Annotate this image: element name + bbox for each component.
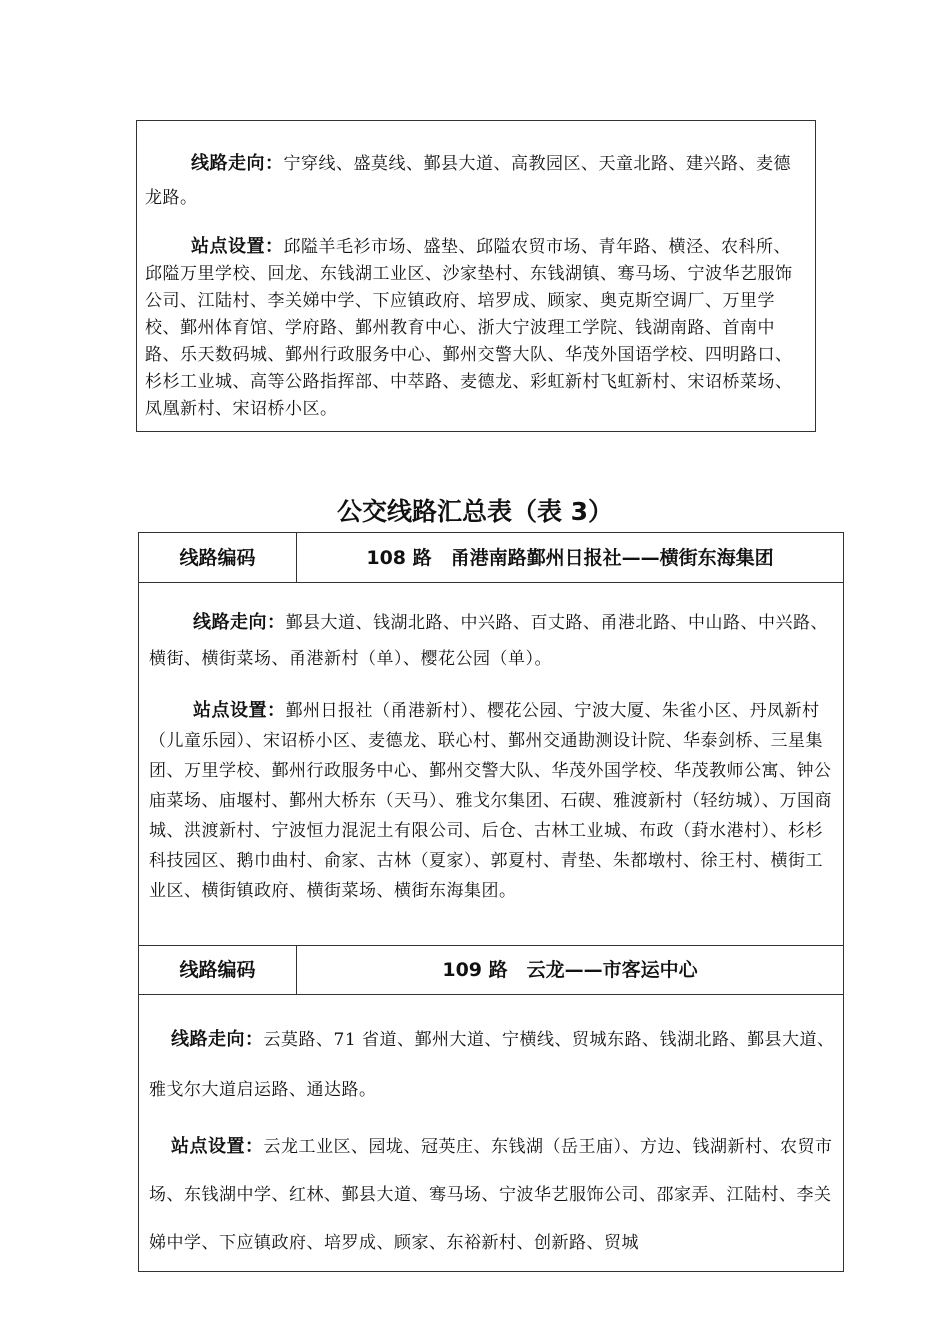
stops-label: 站点设置：	[193, 700, 286, 721]
route-name: 109 路 云龙——市客运中心	[442, 959, 698, 981]
route-direction-text: 鄞县大道、钱湖北路、中兴路、百丈路、甬港北路、中山路、中兴路、横街、横街菜场、甬港新村（单）、樱花公园（单）。	[149, 613, 828, 669]
route-direction-label: 线路走向：	[193, 612, 286, 633]
route-name: 108 路 甬港南路鄞州日报社——横街东海集团	[366, 547, 774, 569]
table-title: 公交线路汇总表（表 3）	[336, 497, 614, 526]
route-direction-paragraph	[145, 147, 807, 215]
route-direction-paragraph	[149, 1015, 835, 1115]
route-header-row	[139, 945, 843, 995]
route-continuation-box	[136, 120, 816, 432]
stops-label: 站点设置：	[191, 236, 284, 257]
route-header-row	[139, 533, 843, 583]
route-direction-text: 云莫路、71 省道、鄞州大道、宁横线、贸城东路、钱湖北路、鄞县大道、雅戈尔大道启运路、通达路。	[149, 1030, 835, 1100]
route-direction-paragraph	[149, 605, 833, 677]
stops-text: 云龙工业区、园垅、冠英庄、东钱湖（岳王庙）、方边、钱湖新村、农贸市场、东钱湖中学、红林、鄞县大道、骞马场、宁波华艺服饰公司、邵家弄、江陆村、李关娣中学、下应镇政府、培罗成、顾家、东裕新村、创新路、贸城	[149, 1137, 833, 1253]
stops-text: 邱隘羊毛衫市场、盛垫、邱隘农贸市场、青年路、横泾、农科所、邱隘万里学校、回龙、东钱湖工业区、沙家垫村、东钱湖镇、骞马场、宁波华艺服饰公司、江陆村、李关娣中学、下应镇政府、培罗成、顾家、奥克斯空调厂、万里学校、鄞州体育馆、学府路、鄞州教育中心、浙大宁波理工学院、钱湖南路、首南中路、乐天数码城、鄞州行政服务中心、鄞州交警大队、华茂外国语学校、四明路口、杉杉工业城、高等公路指挥部、中萃路、麦德龙、彩虹新村飞虹新村、宋诏桥菜场、凤凰新村、宋诏桥小区。	[145, 237, 793, 419]
route-code-label: 线路编码	[139, 945, 297, 994]
bus-route-table	[138, 532, 844, 1272]
stops-paragraph	[145, 233, 807, 423]
route-direction-label: 线路走向：	[171, 1029, 264, 1050]
route-direction-label: 线路走向：	[191, 153, 284, 174]
stops-text: 鄞州日报社（甬港新村）、樱花公园、宁波大厦、朱雀小区、丹凤新村（儿童乐园）、宋诏桥小区、麦德龙、联心村、鄞州交通勘测设计院、华泰剑桥、三星集团、万里学校、鄞州行政服务中心、鄞州交警大队、华茂外国学校、华茂教师公寓、钟公庙菜场、庙堰村、鄞州大桥东（天马）、雅戈尔集团、石碶、雅渡新村（轻纺城）、万国商城、洪渡新村、宁波恒力混泥土有限公司、后仓、古林工业城、布政（葑水港村）、杉杉科技园区、鹅巾曲村、俞家、古林（夏家）、郭夏村、青垫、朱都墩村、徐王村、横街工业区、横街镇政府、横街菜场、横街东海集团。	[149, 701, 832, 901]
stops-paragraph	[149, 1123, 835, 1267]
stops-label: 站点设置：	[171, 1136, 264, 1157]
route-direction-text: 宁穿线、盛莫线、鄞县大道、高教园区、天童北路、建兴路、麦德龙路。	[145, 154, 791, 208]
stops-paragraph	[149, 696, 833, 906]
route-code-label: 线路编码	[139, 533, 297, 582]
